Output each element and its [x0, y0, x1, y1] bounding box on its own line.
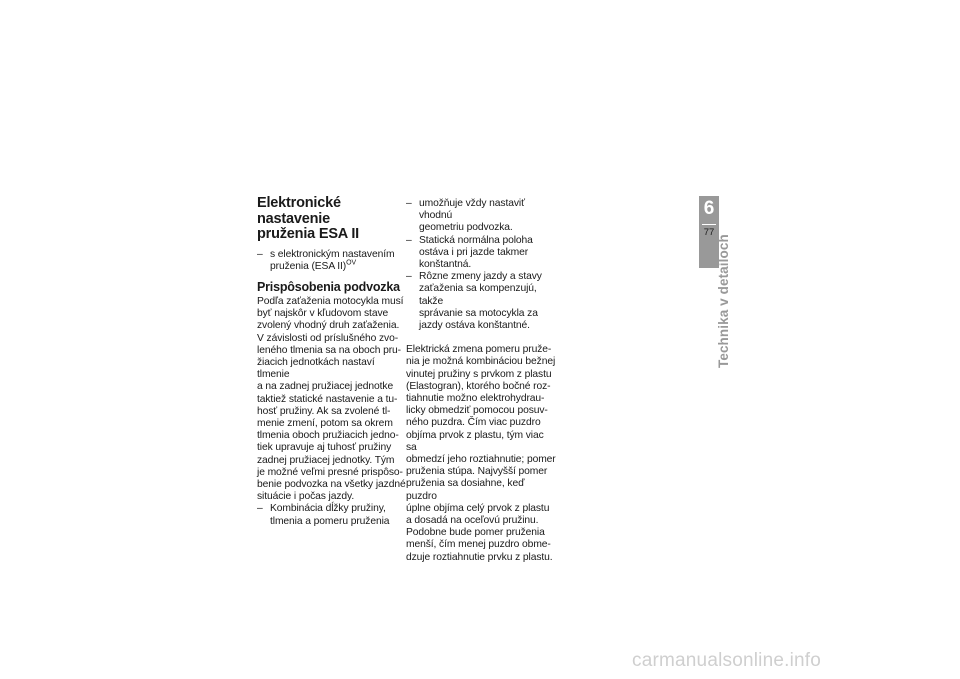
list-item: – Kombinácia dĺžky pružiny, tlmenia a pomeru pruženia — [257, 503, 407, 527]
left-column — [257, 196, 407, 528]
section-heading: Elektronické nastavenie pruženia ESA II — [257, 195, 360, 242]
chapter-number: 6 — [703, 198, 715, 219]
chapter-title: Technika v detailoch — [716, 234, 731, 368]
list-item-continuation: – umožňuje vždy nastaviť vhodnú geometriu podvozka. — [406, 198, 556, 235]
watermark: carmanualsonline.info — [632, 650, 822, 671]
chapter-divider — [702, 224, 716, 225]
optional-equipment-mark: OV — [346, 259, 357, 267]
page-number: 77 — [703, 227, 715, 238]
subsection-heading: Prispôsobenia podvozka — [257, 279, 400, 294]
right-column — [406, 198, 556, 564]
body-paragraph: Elektrická zmena pomeru pruže- nia je možná kombináciou bežnej vinutej pružiny s prvkom z plastu (Elastogran), ktorého bočné roz- tiahnutie možno elektrohydrau- licky obmedziť pomocou posuv- ného puzdra. Čím viac puzdro objíma prvok z plastu, tým viac sa obmedzí jeho roztiahnutie; pomer pruženia stúpa. Najvyšší pomer pruženia sa dosiahne, keď puzdro úplne objíma celý prvok z plastu a dosadá na oceľovú pružinu. Podobne bude pomer pruženia menší, čím menej puzdro obme- dzuje roztiahnutie prvku z plastu. — [406, 344, 556, 563]
list-item: – Statická normálna poloha ostáva i pri jazde takmer konštantná. — [406, 235, 556, 272]
equipment-note: – s elektronickým nastavením pruženia (ESA II)$^{OV}$ — [257, 249, 407, 273]
body-paragraph: Podľa zaťaženia motocykla musí byť najskôr v kľudovom stave zvolený vhodný druh zaťaženia. V závislosti od príslušného zvo- leného tlmenia sa na oboch pru- žiacich jednotkách nastaví tlmenie a na zadnej pružiacej jednotke taktiež statické nastavenie a tu- hosť pružiny. Ak sa zvolené tl- menie zmení, potom sa okrem tlmenia oboch pružiacich jedno- tiek upravuje aj tuhosť pružiny zadnej pružiacej jednotky. Tým je možné veľmi presné prispôso- benie podvozka na všetky jazdné situácie i počas jazdy. — [257, 295, 406, 503]
list-item: – Rôzne zmeny jazdy a stavy zaťaženia sa kompenzujú, takže správanie sa motocykla za jazdy ostáva konštantné. — [406, 271, 556, 332]
